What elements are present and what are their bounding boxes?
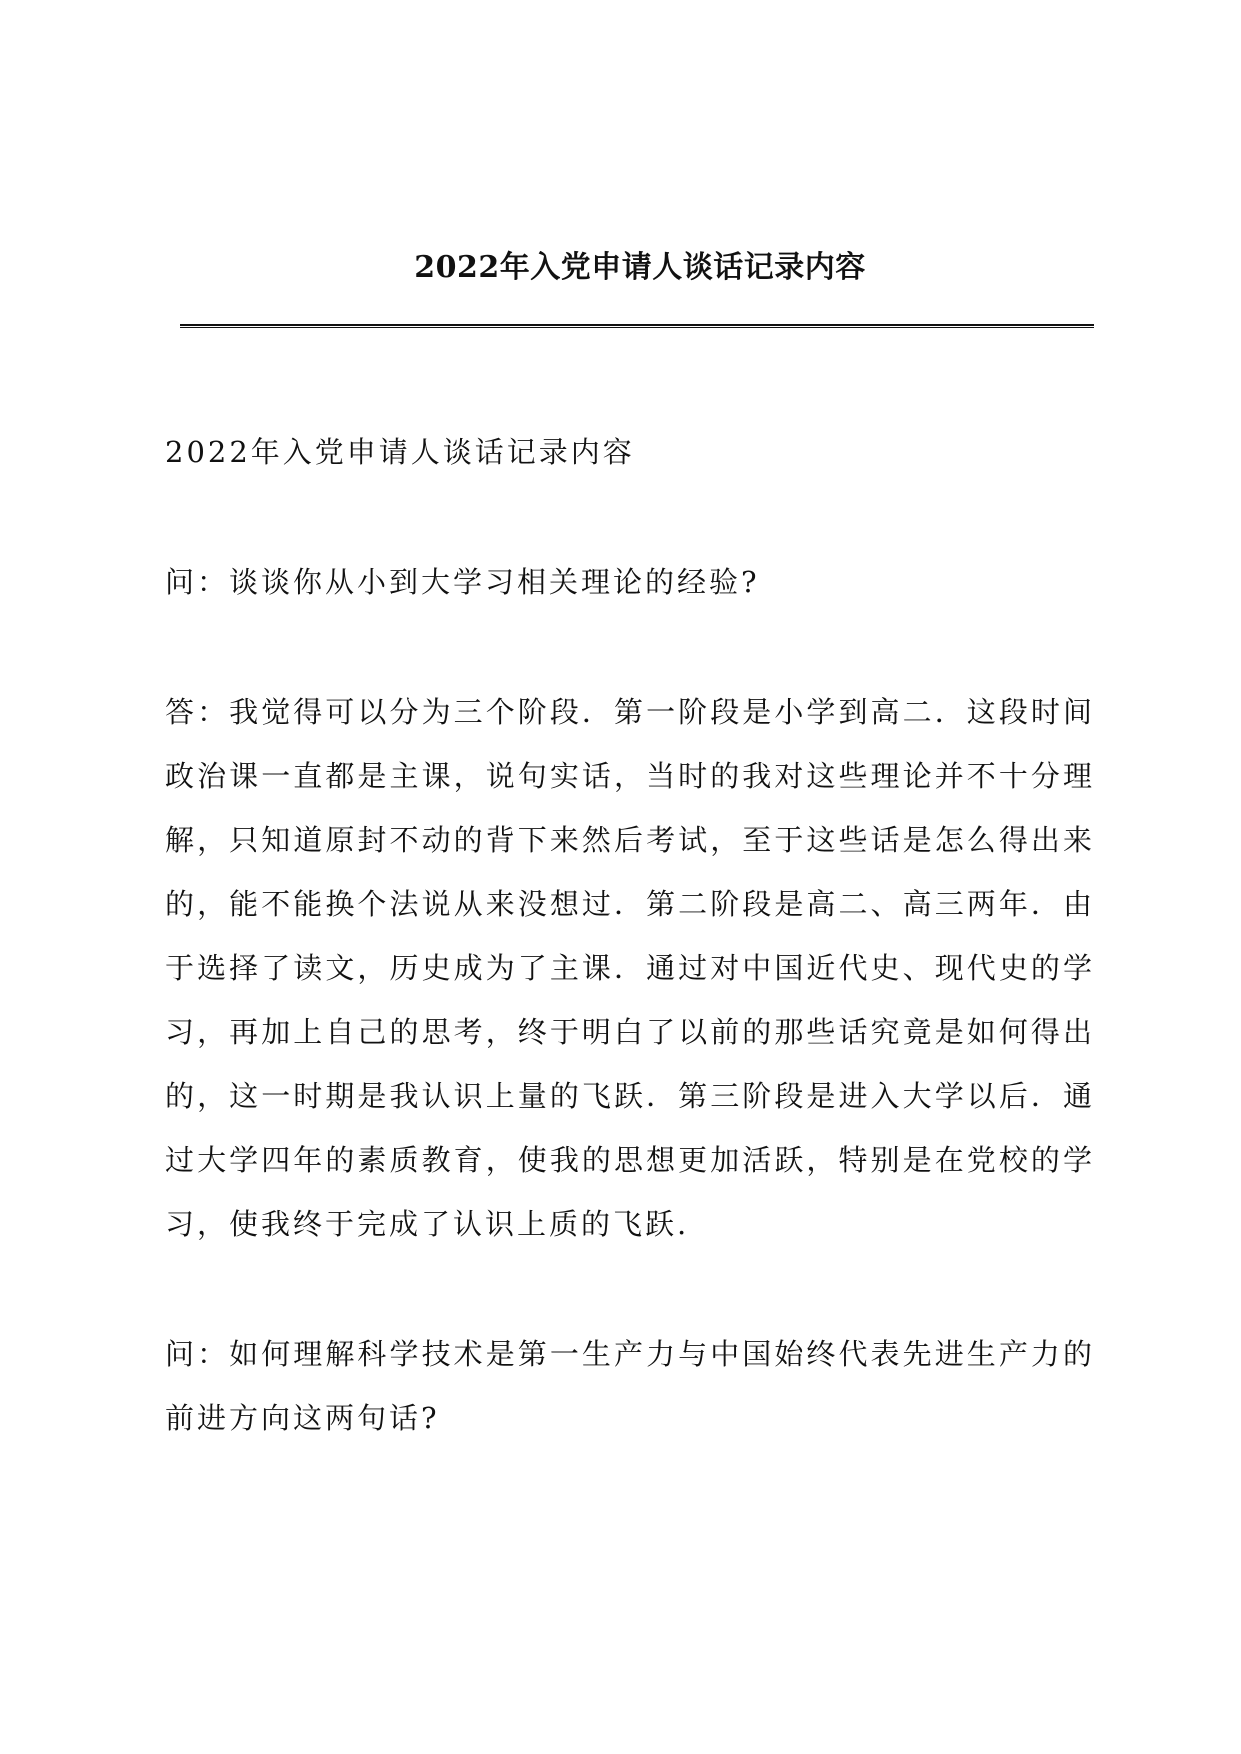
answer-1: 答：我觉得可以分为三个阶段．第一阶段是小学到高二．这段时间政治课一直都是主课，说句实话，当时的我对这些理论并不十分理解，只知道原封不动的背下来然后考试，至于这些话是怎么得出来的，能不能换个法说从来没想过．第二阶段是高二、高三两年．由于选择了读文，历史成为了主课．通过对中国近代史、现代史的学习，再加上自己的思考，终于明白了以前的那些话究竟是如何得出的，这一时期是我认识上量的飞跃．第三阶段是进入大学以后．通过大学四年的素质教育，使我的思想更加活跃，特别是在党校的学习，使我终于完成了认识上质的飞跃.: [165, 695, 1095, 1241]
body-heading: 2022年入党申请人谈话记录内容: [165, 435, 635, 469]
title-divider: [180, 324, 1094, 328]
document-body: [165, 420, 1095, 1516]
document-title: 2022年入党申请人谈话记录内容: [414, 250, 866, 285]
question-1: 问：谈谈你从小到大学习相关理论的经验?: [165, 565, 760, 599]
question-2: 问：如何理解科学技术是第一生产力与中国始终代表先进生产力的前进方向这两句话?: [165, 1337, 1095, 1435]
